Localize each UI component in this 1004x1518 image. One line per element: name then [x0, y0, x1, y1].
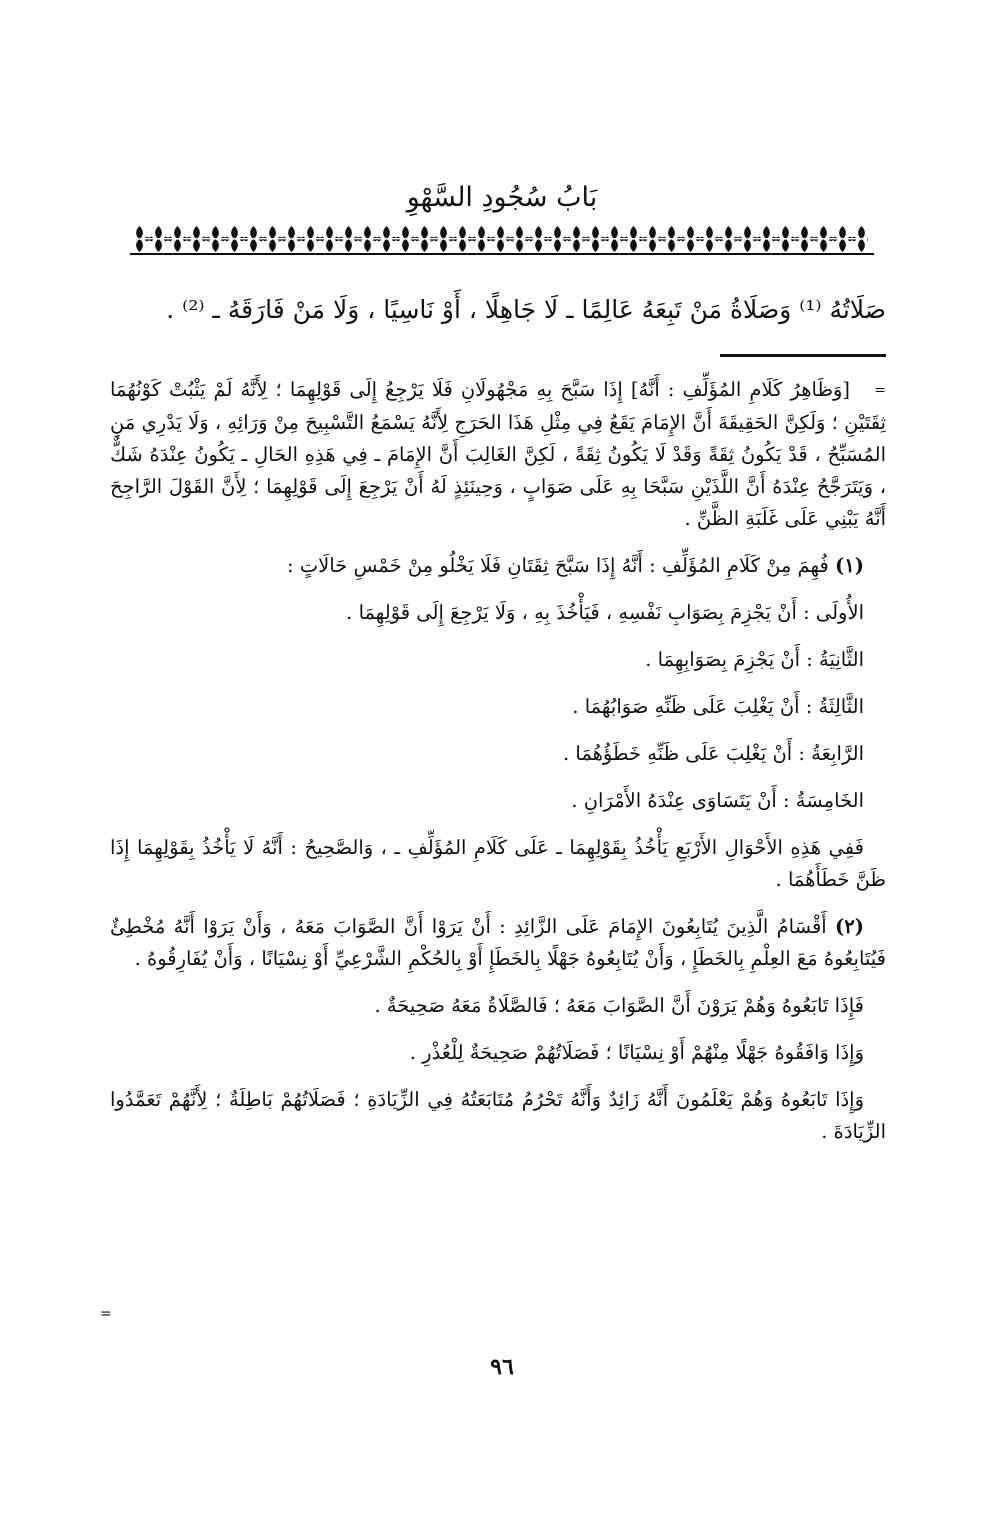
page-number: ٩٦ [490, 1354, 514, 1380]
footnote-2 [110, 911, 886, 975]
case-item: الأُولَى : أَنْ يَجْزِمَ بِصَوَابِ نَفْسِهِ ، فَيَأْخُذَ بِهِ ، وَلَا يَرْجِعَ إِلَى قَوْلِهِمَا . [346, 600, 864, 624]
footnote-2-intro: أَقْسَامُ الَّذِينَ يُتَابِعُونَ الإِمَامَ عَلَى الزَّائِدِ : أَنْ يَرَوْا أَنَّ الصَّوَابَ مَعَهُ ، وَأَنْ يَرَوْا أَنَّهُ مُخْطِئٌ فَيُتَابِعُوهُ مَعَ العِلْمِ بِالخَطَإِ ، وَأَنْ يُتَابِعُوهُ جَهْلًا بِالخَطَإِ أَوْ بِالحُكْمِ الشَّرْعِيِّ أَوْ نِسْيَانًا ، وَأَنْ يُفَارِقُوهُ . [110, 914, 886, 970]
trailing-marker: = [100, 1306, 112, 1322]
continuation-marker: = [874, 382, 886, 399]
footnote-1-conclusion: فَفِي هَذِهِ الأَحْوَالِ الأَرْبَعِ يَأْخُذُ بِقَوْلِهِمَا ـ عَلَى كَلَامِ المُؤَلِّفِ ـ ، وَالصَّحِيحُ : أَنَّهُ لَا يَأْخُذُ بِقَوْلِهِمَا إِذَا ظَنَّ خَطَأَهُمَا . [110, 835, 886, 891]
footnote-1-intro: فُهِمَ مِنْ كَلَامِ المُؤَلِّفِ : أَنَّهُ إِذَا سَبَّحَ ثِقَتَانِ فَلَا يَخْلُو مِنْ خَمْسِ حَالَاتٍ : [287, 553, 829, 577]
case-item: الرَّابِعَةُ : أَنْ يَغْلِبَ عَلَى ظَنِّهِ خَطَؤُهُمَا . [563, 741, 864, 765]
continuation-text: [وَظَاهِرُ كَلَامِ المُؤَلِّفِ : أَنَّهُ] إِذَا سَبَّحَ بِهِ مَجْهُولَانِ فَلَا يَرْجِعُ إِلَى قَوْلِهِمَا ؛ لِأَنَّهُ لَمْ يَثْبُتْ كَوْنُهُمَا ثِقَتَيْنِ ؛ وَلَكِنَّ الحَقِيقَةَ أَنَّ الإِمَامَ يَقَعُ فِي مِثْلِ هَذَا الحَرَجِ لِأَنَّهُ يَسْمَعُ التَّسْبِيحَ مِنْ وَرَائِهِ ، وَلَا يَدْرِي مَنِ المُسَبِّحُ ، قَدْ يَكُونُ ثِقَةً وَقَدْ لَا يَكُونُ ثِقَةً ، لَكِنَّ الغَالِبَ أَنَّ الإِمَامَ ـ فِي هَذِهِ الحَالِ ـ يَكُونُ عِنْدَهُ شَكٌّ ، وَيَتَرَجَّحُ عِنْدَهُ أَنَّ اللَّذَيْنِ سَبَّحَا بِهِ عَلَى صَوَابٍ ، وَحِينَئِذٍ لَهُ أَنْ يَرْجِعَ إِلَى قَوْلِهِمَا ؛ لِأَنَّ القَوْلَ الرَّاجِحَ أَنَّهُ يَبْنِي عَلَى غَلَبَةِ الظَّنِّ . [110, 378, 886, 530]
footnote-1 [110, 550, 886, 582]
footnote-1-label: (١) [835, 553, 864, 577]
case-item: الثَّالِثَةُ : أَنْ يَغْلِبَ عَلَى ظَنِّهِ صَوَابُهُمَا . [572, 694, 864, 718]
ornamental-border-icon [130, 222, 874, 256]
footnote-separator [720, 354, 886, 357]
footnote-2-line: وَإِذَا تَابَعُوهُ وَهُمْ يَعْلَمُونَ أَنَّهُ زَائِدٌ وَأَنَّهُ تَحْرُمُ مُتَابَعَتُهُ فِي الزِّيَادَةِ ؛ فَصَلَاتُهُمْ بَاطِلَةٌ ؛ لِأَنَّهُمْ تَعَمَّدُوا الزِّيَادَةَ . [110, 1087, 886, 1143]
footnotes [110, 374, 886, 1148]
footnote-2-label: (٢) [835, 914, 864, 938]
chapter-title: بَابُ سُجُودِ السَّهْوِ [406, 182, 598, 213]
main-text-line: صَلَاتُهُ ⁽¹⁾ وَصَلَاةُ مَنْ تَبِعَهُ عَالِمًا ـ لَا جَاهِلًا ، أَوْ نَاسِيًا ، وَلَا مَنْ فَارَقَهُ ـ ⁽²⁾ . [166, 295, 886, 324]
footnote-2-line: فَإِذَا تَابَعُوهُ وَهُمْ يَرَوْنَ أَنَّ الصَّوَابَ مَعَهُ ؛ فَالصَّلَاةُ مَعَهُ صَحِيحَةٌ . [374, 993, 864, 1017]
case-item: الثَّانِيَةُ : أَنْ يَجْزِمَ بِصَوَابِهِمَا . [645, 647, 864, 671]
case-item: الخَامِسَةُ : أَنْ يَتَسَاوَى عِنْدَهُ الأَمْرَانِ . [571, 788, 864, 812]
footnote-2-line: وَإِذَا وَافَقُوهُ جَهْلًا مِنْهُمْ أَوْ نِسْيَانًا ؛ فَصَلَاتُهُمْ صَحِيحَةٌ لِلْعُذْرِ . [409, 1040, 864, 1064]
footnote-continuation [110, 374, 886, 535]
